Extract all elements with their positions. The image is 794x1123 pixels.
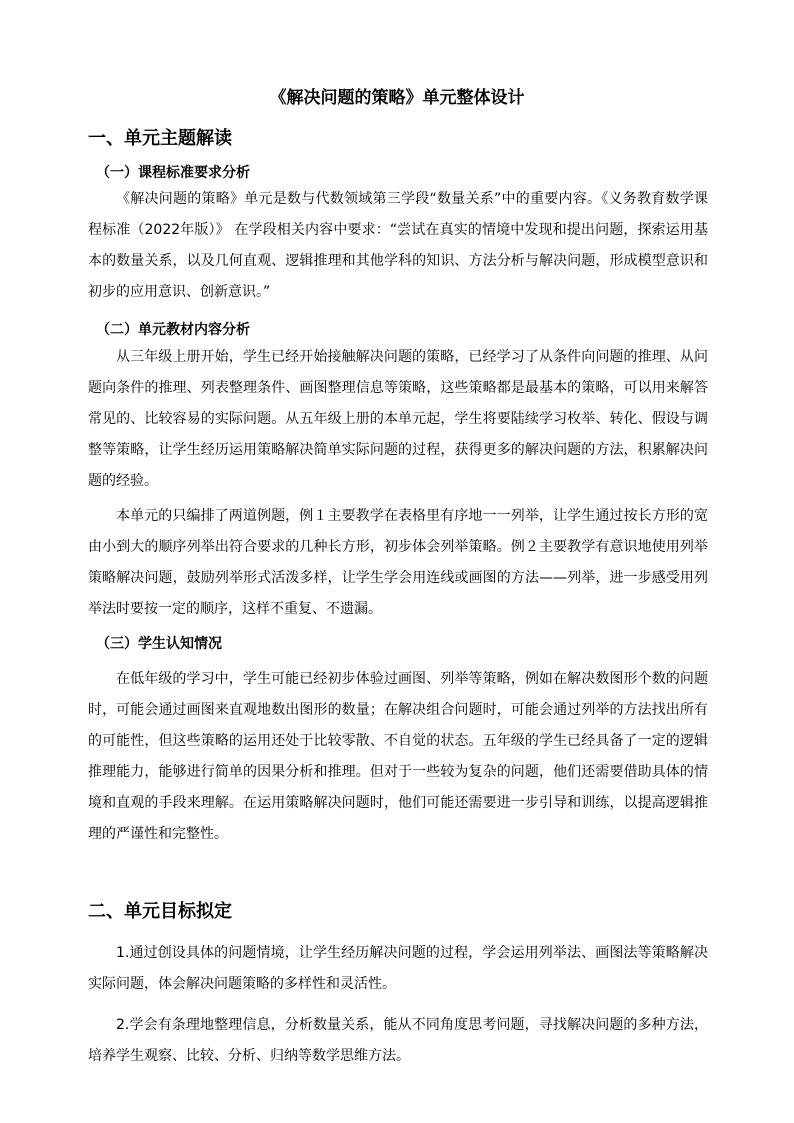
section-heading-unit-goals: 二、单元目标拟定 bbox=[88, 901, 232, 922]
subsection-heading-cognition: （三）学生认知情况 bbox=[96, 636, 222, 652]
paragraph-goal-1: 1.通过创设具体的问题情境，让学生经历解决问题的过程，学会运用列举法、画图法等策略解决实际问题，体会解决问题策略的多样性和灵活性。 bbox=[88, 945, 708, 992]
paragraph-goal-2: 2.学会有条理地整理信息，分析数量关系，能从不同角度思考问题，寻找解决问题的多种方法，培养学生观察、比较、分析、归纳等数学思维方法。 bbox=[88, 1017, 708, 1064]
paragraph-cognition: 在低年级的学习中，学生可能已经初步体验过画图、列举等策略，例如在解决数图形个数的问题时，可能会通过画图来直观地数出图形的数量；在解决组合问题时，可能会通过列举的方法找出所有的可能性，但这些策略的运用还处于比较零散、不自觉的状态。五年级的学生已经具备了一定的逻辑推理能力，能够进行简单的因果分析和推理。但对于一些较为复杂的问题，他们还需要借助具体的情境和直观的手段来理解。在运用策略解决问题时，他们可能还需要进一步引导和训练，以提高逻辑推理的严谨性和完整性。 bbox=[88, 671, 708, 842]
subsection-heading-curriculum: （一）课程标准要求分析 bbox=[96, 165, 250, 181]
section-heading-unit-theme: 一、单元主题解读 bbox=[88, 128, 232, 149]
document-title: 《解决问题的策略》单元整体设计 bbox=[269, 88, 525, 108]
paragraph-textbook-1: 从三年级上册开始，学生已经开始接触解决问题的策略，已经学习了从条件向问题的推理、从问题向条件的推理、列表整理条件、画图整理信息等策略，这些策略都是最基本的策略，可以用来解答常见的、比较容易的实际问题。从五年级上册的本单元起，学生将要陆续学习枚举、转化、假设与调整等策略，让学生经历运用策略解决简单实际问题的过程，获得更多的解决问题的方法，积累解决问题的经验。 bbox=[88, 349, 708, 489]
paragraph-curriculum: 《解决问题的策略》单元是数与代数领域第三学段“数量关系”中的重要内容。《义务教育数学课程标准（2022年版）》 在学段相关内容中要求：“尝试在真实的情境中发现和提出问题，探索运用基本的数量关系，以及几何直观、逻辑推理和其他学科的知识、方法分析与解决问题，形成模型意识和初步的应用意识、创新意识。” bbox=[88, 191, 708, 300]
paragraph-textbook-2: 本单元的只编排了两道例题，例１主要教学在表格里有序地一一列举，让学生通过按长方形的宽由小到大的顺序列举出符合要求的几种长方形，初步体会列举策略。例２主要教学有意识地使用列举策略解决问题，鼓励列举形式活泼多样，让学生学会用连线或画图的方法——列举，进一步感受用列举法时要按一定的顺序，这样不重复、不遗漏。 bbox=[88, 508, 708, 617]
subsection-heading-textbook: （二）单元教材内容分析 bbox=[96, 322, 250, 338]
